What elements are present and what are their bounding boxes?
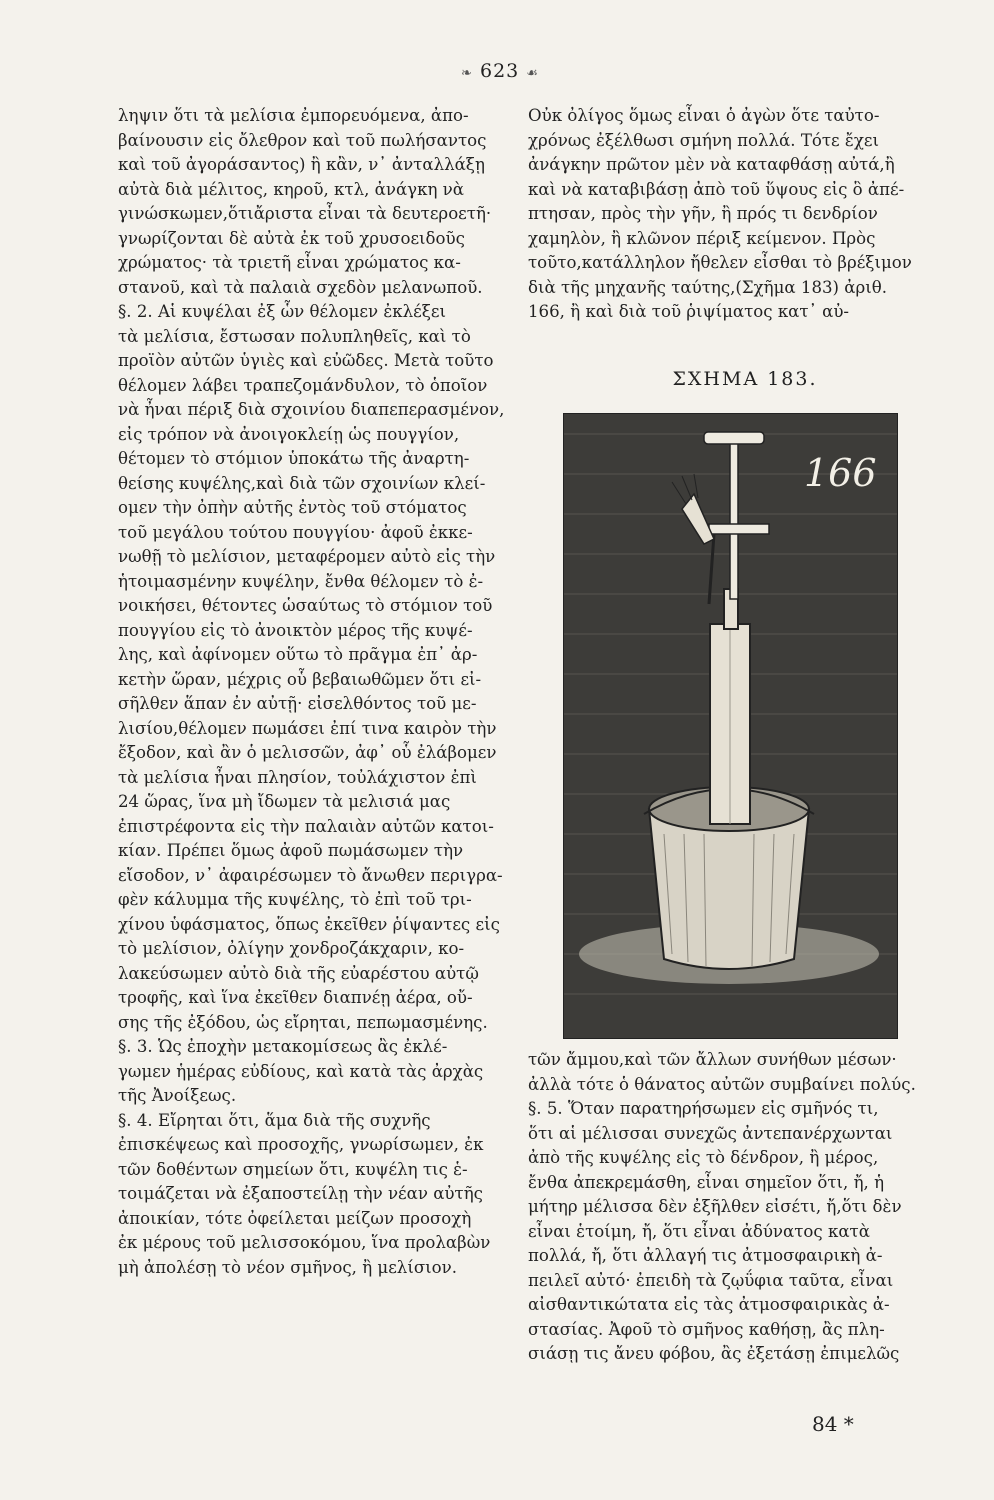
text-line: φὲν κάλυμμα τῆς κυψέλης, τὸ ἐπὶ τοῦ τρι- bbox=[118, 890, 472, 909]
text-line: χίνου ὑφάσματος, ὅπως ἐκεῖθεν ῥίψαντες εἰς bbox=[118, 914, 500, 934]
pump-cylinder bbox=[710, 589, 750, 824]
text-line: θέτομεν τὸ στόμιον ὑποκάτω τῆς ἀναρτη- bbox=[118, 449, 470, 468]
text-line: §. 3. Ὡς ἐποχὴν μετακομίσεως ἂς ἐκλέ- bbox=[118, 1037, 448, 1056]
engraving-illustration bbox=[564, 414, 897, 1038]
text-line: σιάσῃ τις ἄνευ φόβου, ἂς ἐξετάσῃ ἐπιμελῶς bbox=[528, 1344, 900, 1363]
text-line: νοικήσει, θέτοντες ὡσαύτως τὸ στόμιον τοῦ bbox=[118, 596, 493, 615]
text-line: διὰ τῆς μηχανῆς ταύτης,(Σχῆμα 183) ἀριθ. bbox=[528, 277, 888, 297]
text-line: καὶ τοῦ ἀγοράσαντος) ἢ κἂν, ν᾽ ἀνταλλάξῃ bbox=[118, 155, 485, 174]
text-line: γινώσκωμεν,ὅτιἄριστα εἶναι τὰ δευτεροετῆ· bbox=[118, 204, 492, 223]
text-line: πειλεῖ αὐτό· ἐπειδὴ τὰ ζῳΰφια ταῦτα, εἶναι bbox=[528, 1270, 894, 1290]
page-number-value: 623 bbox=[479, 60, 520, 82]
text-line: τὰ μελίσια ἦναι πλησίον, τοὐλάχιστον ἐπὶ bbox=[118, 767, 477, 787]
text-line: γνωρίζονται δὲ αὐτὰ ἐκ τοῦ χρυσοειδοῦς bbox=[118, 228, 465, 248]
text-line: 24 ὥρας, ἵνα μὴ ἴδωμεν τὰ μελισιά μας bbox=[118, 792, 451, 811]
text-line: ὅτι αἱ μέλισσαι συνεχῶς ἀντεπανέρχωνται bbox=[528, 1123, 893, 1143]
text-line: §. 2. Αἱ κυψέλαι ἐξ ὧν θέλομεν ἐκλέξει bbox=[118, 302, 446, 321]
text-line: ἔξοδον, καὶ ἂν ὁ μελισσῶν, ἀφ᾽ οὗ ἐλάβομεν bbox=[118, 743, 497, 762]
text-line: ἔνθα ἀπεκρεμάσθη, εἶναι σημεῖον ὅτι, ἤ, ἡ bbox=[528, 1172, 885, 1192]
ornament-left: ❧ bbox=[461, 66, 473, 81]
text-line: πολλά, ἤ, ὅτι ἀλλαγή τις ἀτμοσφαιρικὴ ἀ- bbox=[528, 1246, 883, 1265]
text-line: σῆλθεν ἅπαν ἐν αὐτῇ· εἰσελθόντος τοῦ με- bbox=[118, 694, 477, 713]
text-line: λισίου,θέλομεν πωμάσει ἐπί τινα καιρὸν τὴν bbox=[118, 718, 497, 738]
text-line: νωθῇ τὸ μελίσιον, μεταφέρομεν αὐτὸ εἰς τὴν bbox=[118, 547, 496, 566]
text-line: τὰ μελίσια, ἔστωσαν πολυπληθεῖς, καὶ τὸ bbox=[118, 326, 471, 346]
text-line: πουγγίου εἰς τὸ ἀνοικτὸν μέρος τῆς κυψέ- bbox=[118, 620, 473, 640]
text-line: χρόνως ἐξέλθωσι σμήνη πολλά. Τότε ἔχει bbox=[528, 130, 879, 150]
text-line: Οὐκ ὀλίγος ὅμως εἶναι ὁ ἀγὼν ὅτε ταὐτο- bbox=[528, 106, 880, 125]
text-line: τῶν δοθέντων σημείων ὅτι, κυψέλη τις ἑ- bbox=[118, 1159, 468, 1179]
signature-mark: 84 * bbox=[812, 1412, 854, 1436]
left-column bbox=[118, 104, 506, 1280]
text-line: ἡτοιμασμένην κυψέλην, ἔνθα θέλομεν τὸ ἐ- bbox=[118, 571, 484, 591]
text-line: κετὴν ὥραν, μέχρις οὗ βεβαιωθῶμεν ὅτι εἰ- bbox=[118, 669, 482, 689]
text-line: ἐπισκέψεως καὶ προσοχῆς, γνωρίσωμεν, ἐκ bbox=[118, 1135, 484, 1154]
text-line: ληψιν ὅτι τὰ μελίσια ἐμπορευόμενα, ἀπο- bbox=[118, 106, 469, 125]
text-line: στασίας. Ἀφοῦ τὸ σμῆνος καθήσῃ, ἂς πλη- bbox=[528, 1319, 885, 1339]
text-line: βαίνουσιν εἰς ὄλεθρον καὶ τοῦ πωλήσαντος bbox=[118, 130, 487, 150]
figure-sprayer-engraving bbox=[563, 413, 898, 1039]
text-line: ἀνάγκην πρῶτον μὲν νὰ καταφθάσῃ αὐτά,ἢ bbox=[528, 155, 895, 174]
text-line: τοῦτο,κατάλληλον ἤθελεν εἶσθαι τὸ βρέξιμον bbox=[528, 253, 912, 272]
text-line: σης τῆς ἐξόδου, ὡς εἴρηται, πεπωμασμένης. bbox=[118, 1012, 488, 1032]
text-line: τῆς Ἀνοίξεως. bbox=[118, 1086, 237, 1105]
text-line: μήτηρ μέλισσα δὲν ἐξῆλθεν εἰσέτι, ἤ,ὅτι δὲν bbox=[528, 1197, 902, 1216]
text-line: καὶ νὰ καταβιβάσῃ ἀπὸ τοῦ ὕψους εἰς ὃ ἀπέ- bbox=[528, 179, 905, 199]
text-line: αὐτὰ διὰ μέλιτος, κηροῦ, κτλ, ἀνάγκη νὰ bbox=[118, 179, 464, 199]
text-line: §. 4. Εἴρηται ὅτι, ἅμα διὰ τῆς συχνῆς bbox=[118, 1110, 431, 1130]
text-line: εἶναι ἑτοίμη, ἤ, ὅτι εἶναι ἀδύνατος κατὰ bbox=[528, 1221, 870, 1241]
text-line: ἐκ μέρους τοῦ μελισσοκόμου, ἵνα προλαβὼν bbox=[118, 1233, 491, 1252]
text-line: λης, καὶ ἀφίνομεν οὕτω τὸ πρᾶγμα ἐπ᾽ ἀρ- bbox=[118, 645, 478, 664]
text-line: λακεύσωμεν αὐτὸ διὰ τῆς εὐαρέστου αὐτῷ bbox=[118, 963, 479, 983]
text-line: πτησαν, πρὸς τὴν γῆν, ἢ πρός τι δενδρίον bbox=[528, 204, 878, 223]
right-column-bottom bbox=[528, 1048, 943, 1367]
page-number bbox=[430, 60, 570, 82]
text-line: θέλομεν λάβει τραπεζομάνδυλον, τὸ ὁποῖον bbox=[118, 375, 488, 395]
text-line: στανοῦ, καὶ τὰ παλαιὰ σχεδὸν μελανωποῦ. bbox=[118, 277, 483, 297]
text-line: τῶν ἄμμου,καὶ τῶν ἄλλων συνήθων μέσων· bbox=[528, 1050, 897, 1069]
text-line: 166, ἢ καὶ διὰ τοῦ ῥιψίματος κατ᾽ αὐ- bbox=[528, 302, 850, 321]
figure-title: ΣΧΗΜΑ 183. bbox=[672, 368, 818, 390]
right-column-top bbox=[528, 104, 943, 325]
text-line: χρώματος· τὰ τριετῆ εἶναι χρώματος κα- bbox=[118, 253, 461, 272]
text-line: τοῦ μεγάλου τούτου πουγγίου· ἀφοῦ ἐκκε- bbox=[118, 522, 473, 542]
text-line: εἴσοδον, ν᾽ ἀφαιρέσωμεν τὸ ἄνωθεν περιγρα- bbox=[118, 865, 503, 885]
text-line: γωμεν ἡμέρας εὐδίους, καὶ κατὰ τὰς ἀρχὰς bbox=[118, 1061, 484, 1081]
text-line: μὴ ἀπολέσῃ τὸ νέον σμῆνος, ἢ μελίσιον. bbox=[118, 1257, 458, 1277]
text-line: χαμηλὸν, ἢ κλῶνον πέριξ κείμενον. Πρὸς bbox=[528, 228, 876, 248]
text-line: εἰς τρόπον νὰ ἀνοιγοκλείῃ ὡς πουγγίον, bbox=[118, 424, 460, 444]
text-line: νὰ ἦναι πέριξ διὰ σχοινίου διαπεπερασμένον, bbox=[118, 400, 505, 419]
ornament-right: ☙ bbox=[526, 66, 539, 81]
text-line: αἰσθαντικώτατα εἰς τὰς ἀτμοσφαιρικὰς ἀ- bbox=[528, 1295, 890, 1314]
text-line: θείσης κυψέλης,καὶ διὰ τῶν σχοινίων κλεί- bbox=[118, 473, 486, 493]
text-line: τὸ μελίσιον, ὀλίγην χονδροζάκχαριν, κο- bbox=[118, 939, 465, 958]
text-line: τοιμάζεται νὰ ἐξαποστείλῃ τὴν νέαν αὐτῆς bbox=[118, 1184, 483, 1203]
figure-label: 166 bbox=[804, 451, 877, 495]
text-line: ἀποικίαν, τότε ὀφείλεται μείζων προσοχὴ bbox=[118, 1208, 472, 1228]
text-line: ἐπιστρέφοντα εἰς τὴν παλαιὰν αὐτῶν κατοι- bbox=[118, 816, 494, 836]
text-line: ἀλλὰ τότε ὁ θάνατος αὐτῶν συμβαίνει πολύς. bbox=[528, 1074, 916, 1094]
text-line: τροφῆς, καὶ ἵνα ἐκεῖθεν διαπνέῃ ἀέρα, οὔ- bbox=[118, 988, 473, 1007]
text-line: κίαν. Πρέπει ὅμως ἀφοῦ πωμάσωμεν τὴν bbox=[118, 841, 464, 860]
text-line: προϊὸν αὐτῶν ὑγιὲς καὶ εὐῶδες. Μετὰ τοῦτο bbox=[118, 351, 494, 370]
text-line: ἀπὸ τῆς κυψέλης εἰς τὸ δένδρον, ἢ μέρος, bbox=[528, 1148, 879, 1167]
text-line: §. 5. Ὅταν παρατηρήσωμεν εἰς σμῆνός τι, bbox=[528, 1099, 879, 1118]
text-line: ομεν τὴν ὀπὴν αὐτῆς ἐντὸς τοῦ στόματος bbox=[118, 498, 467, 517]
